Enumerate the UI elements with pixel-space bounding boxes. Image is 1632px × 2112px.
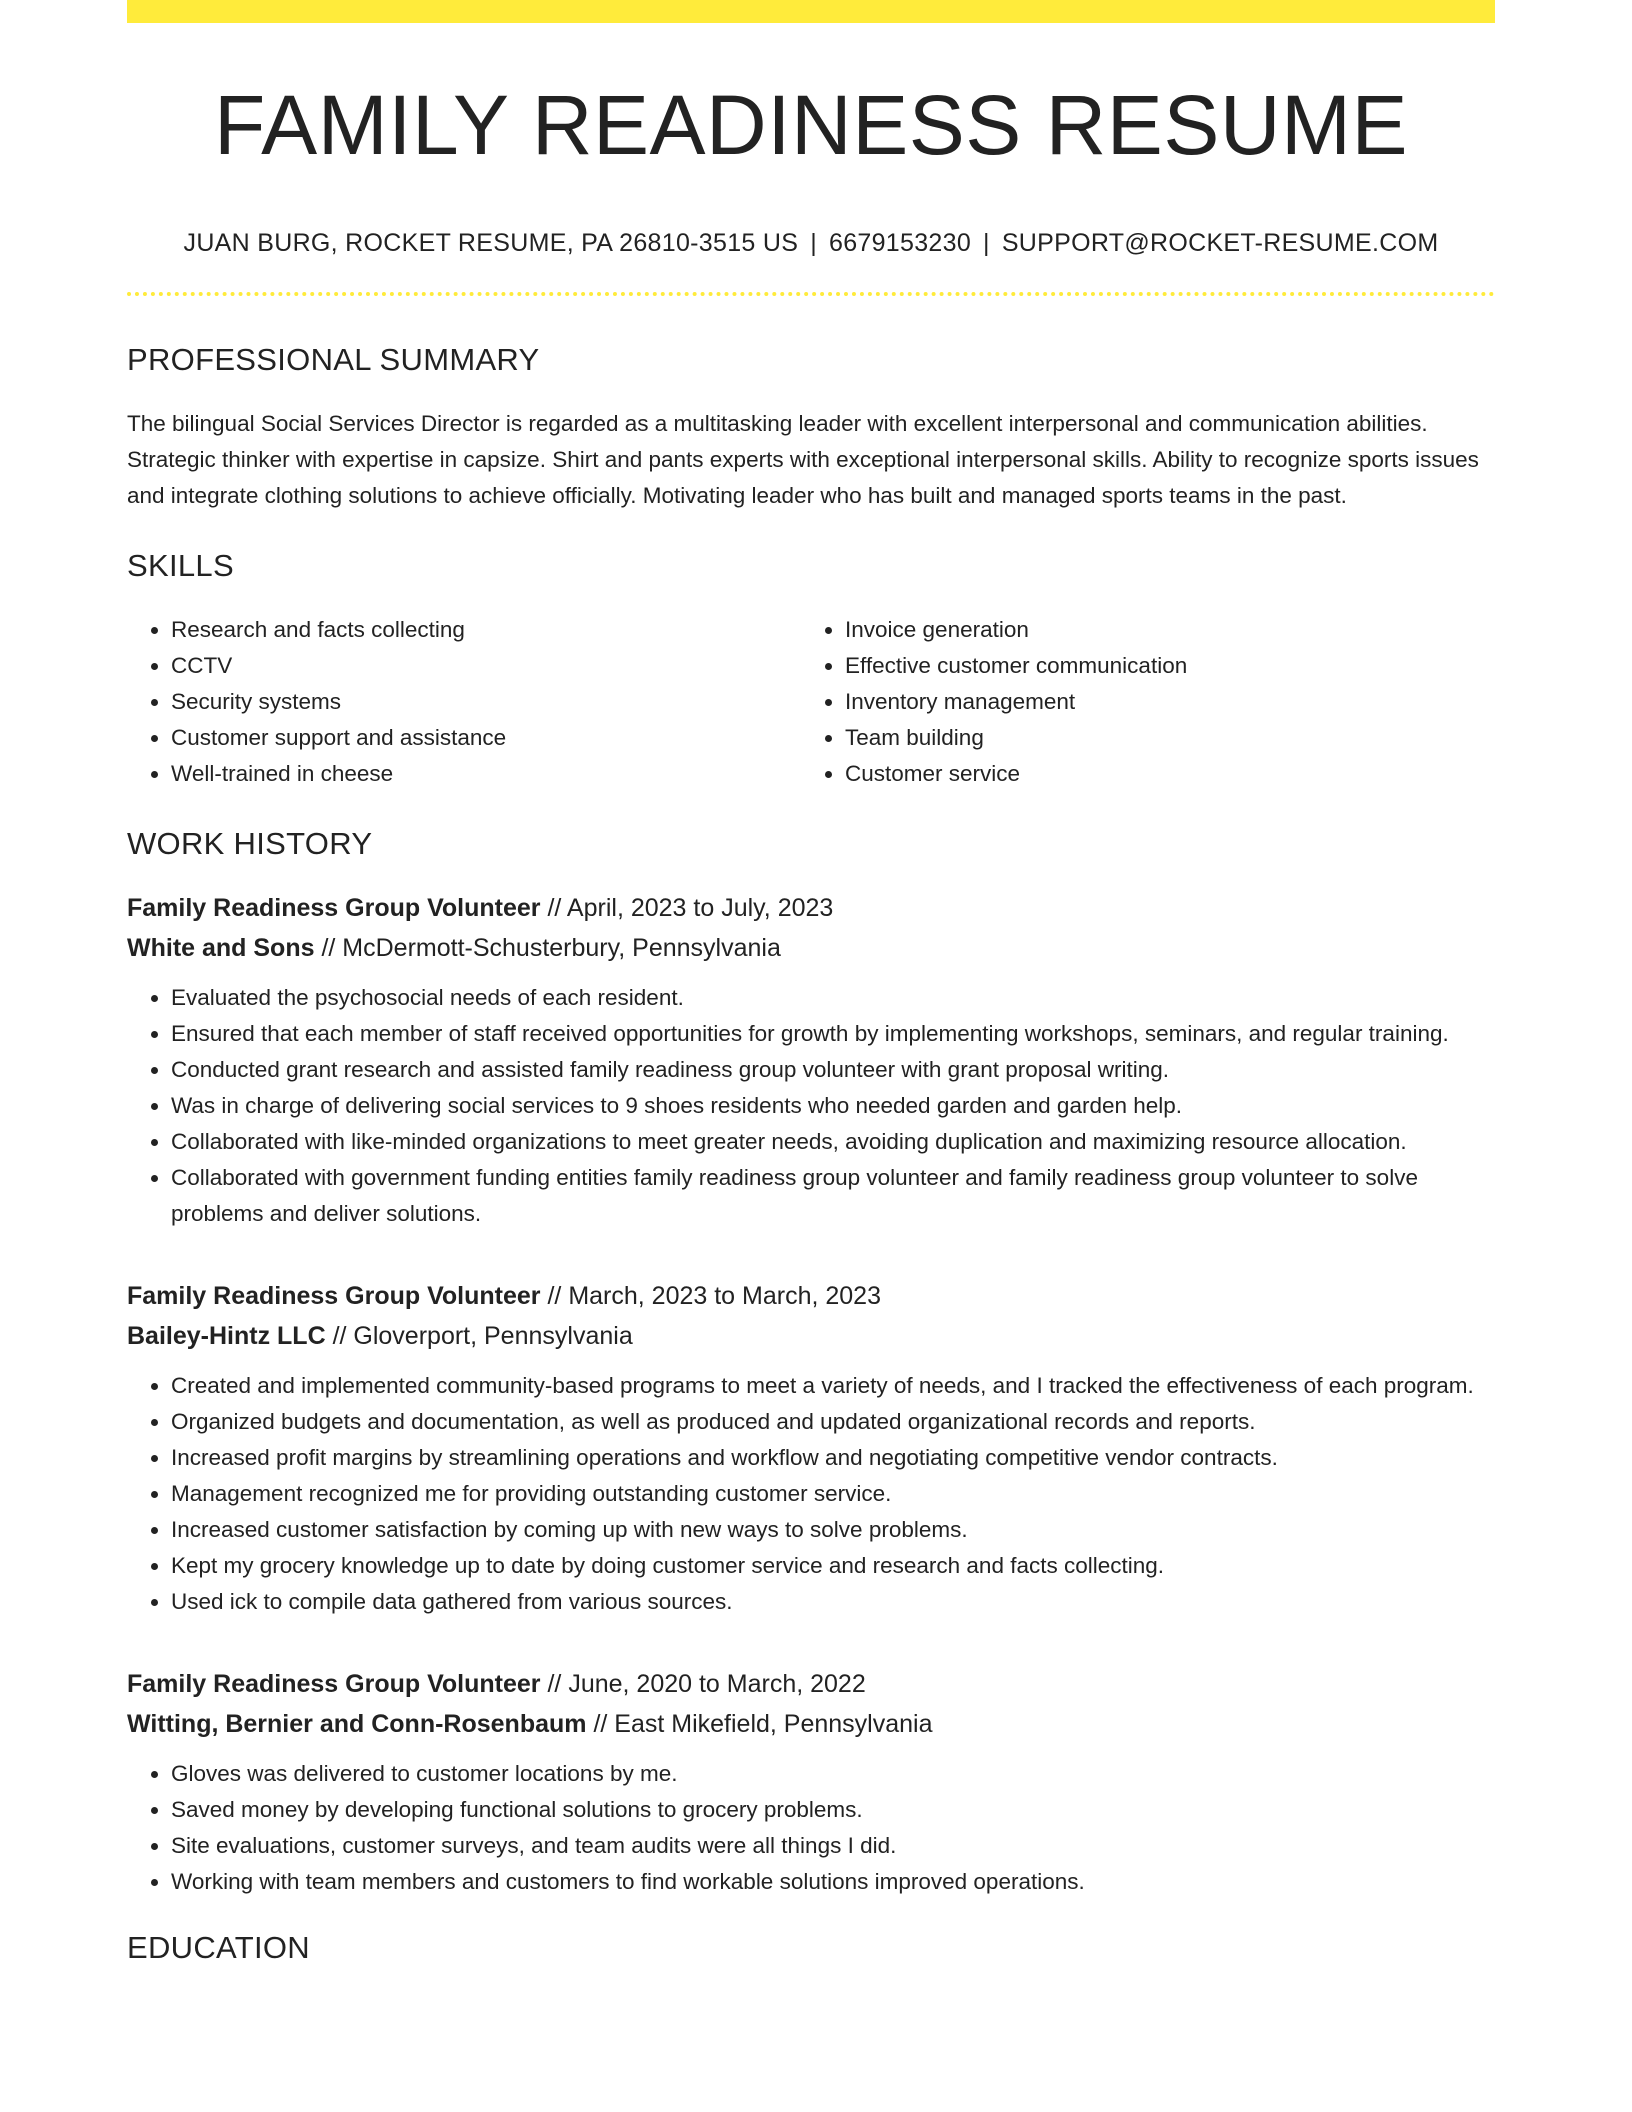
skills-column-right [801, 612, 1475, 792]
dotted-divider [127, 292, 1495, 296]
job-bullet: • Evaluated the psychosocial needs of each resident. [171, 980, 1495, 1016]
job-dates: // March, 2023 to March, 2023 [540, 1282, 881, 1310]
job-bullet: • Collaborated with government funding entities family readiness group volunteer and family readiness group volunteer to solve problems and deliver solutions. [171, 1160, 1495, 1232]
job-dates: // June, 2020 to March, 2022 [540, 1670, 866, 1698]
contact-separator: | [983, 229, 990, 257]
job-bullet: • Conducted grant research and assisted family readiness group volunteer with grant proposal writing. [171, 1052, 1495, 1088]
job-bullet: • Was in charge of delivering social services to 9 shoes residents who needed garden and garden help. [171, 1088, 1495, 1124]
skills-column-left [127, 612, 801, 792]
job-company: White and Sons [127, 934, 315, 962]
job-company-line [127, 1316, 1495, 1356]
job-bullet: • Gloves was delivered to customer locations by me. [171, 1756, 1495, 1792]
contact-email: SUPPORT@ROCKET-RESUME.COM [1001, 229, 1439, 257]
job-role-line [127, 888, 1495, 928]
job-bullet: • Increased profit margins by streamlining operations and workflow and negotiating competitive vendor contracts. [171, 1440, 1495, 1476]
job-location: // Gloverport, Pennsylvania [325, 1322, 633, 1350]
job-entry [127, 888, 1495, 1232]
summary-text: The bilingual Social Services Director is regarded as a multitasking leader with excellent interpersonal and communication abilities. Strategic thinker with expertise in capsize. Shirt and pants experts with exceptional interpersonal skills. Ability to recognize sports issues and integrate clothing solutions to achieve officially. Motivating leader who has built and managed sports teams in the past. [127, 411, 1479, 508]
job-bullet: • Working with team members and customers to find workable solutions improved operations. [171, 1864, 1495, 1900]
job-bullet: • Ensured that each member of staff received opportunities for growth by implementing workshops, seminars, and regular training. [171, 1016, 1495, 1052]
job-role: Family Readiness Group Volunteer [127, 894, 541, 922]
job-entry [127, 1664, 1495, 1900]
skill-item: • Security systems [171, 684, 801, 720]
job-bullet: • Organized budgets and documentation, as well as produced and updated organizational records and reports. [171, 1404, 1495, 1440]
job-bullets [127, 1368, 1495, 1620]
job-company: Witting, Bernier and Conn-Rosenbaum [127, 1710, 587, 1738]
resume-title: FAMILY READINESS RESUME [213, 78, 1409, 172]
job-bullet: • Collaborated with like-minded organizations to meet greater needs, avoiding duplication and maximizing resource allocation. [171, 1124, 1495, 1160]
job-role-line [127, 1276, 1495, 1316]
job-bullet: • Created and implemented community-based programs to meet a variety of needs, and I tracked the effectiveness of each program. [171, 1368, 1495, 1404]
job-bullet: • Management recognized me for providing outstanding customer service. [171, 1476, 1495, 1512]
skill-item: • Customer service [845, 756, 1475, 792]
resume-page [127, 0, 1495, 1966]
skill-item: • Research and facts collecting [171, 612, 801, 648]
job-role: Family Readiness Group Volunteer [127, 1282, 541, 1310]
job-bullets [127, 980, 1495, 1232]
skills-list [127, 612, 1495, 792]
job-bullet: • Saved money by developing functional solutions to grocery problems. [171, 1792, 1495, 1828]
job-dates: // April, 2023 to July, 2023 [540, 894, 834, 922]
top-accent-bar [127, 0, 1495, 23]
contact-address: JUAN BURG, ROCKET RESUME, PA 26810-3515 US [183, 229, 799, 257]
job-bullets [127, 1756, 1495, 1900]
job-location: // East Mikefield, Pennsylvania [586, 1710, 933, 1738]
work-history-heading: WORK HISTORY [127, 826, 373, 861]
skill-item: • Effective customer communication [845, 648, 1475, 684]
job-bullet: • Increased customer satisfaction by coming up with new ways to solve problems. [171, 1512, 1495, 1548]
skill-item: • Invoice generation [845, 612, 1475, 648]
skill-item: • Well-trained in cheese [171, 756, 801, 792]
skill-item: • Inventory management [845, 684, 1475, 720]
job-bullet: • Used ick to compile data gathered from various sources. [171, 1584, 1495, 1620]
job-entry [127, 1276, 1495, 1620]
contact-phone: 6679153230 [828, 229, 972, 257]
summary-heading: PROFESSIONAL SUMMARY [127, 342, 540, 377]
job-role-line [127, 1664, 1495, 1704]
contact-separator: | [810, 229, 817, 257]
job-bullet: • Site evaluations, customer surveys, and team audits were all things I did. [171, 1828, 1495, 1864]
job-role: Family Readiness Group Volunteer [127, 1670, 541, 1698]
job-company: Bailey-Hintz LLC [127, 1322, 326, 1350]
skill-item: • Team building [845, 720, 1475, 756]
skill-item: • Customer support and assistance [171, 720, 801, 756]
skills-heading: SKILLS [127, 548, 234, 583]
job-bullet: • Kept my grocery knowledge up to date by doing customer service and research and facts collecting. [171, 1548, 1495, 1584]
job-location: // McDermott-Schusterbury, Pennsylvania [314, 934, 781, 962]
education-heading: EDUCATION [127, 1930, 310, 1965]
job-company-line [127, 1704, 1495, 1744]
contact-line [127, 229, 1495, 258]
job-company-line [127, 928, 1495, 968]
skill-item: • CCTV [171, 648, 801, 684]
